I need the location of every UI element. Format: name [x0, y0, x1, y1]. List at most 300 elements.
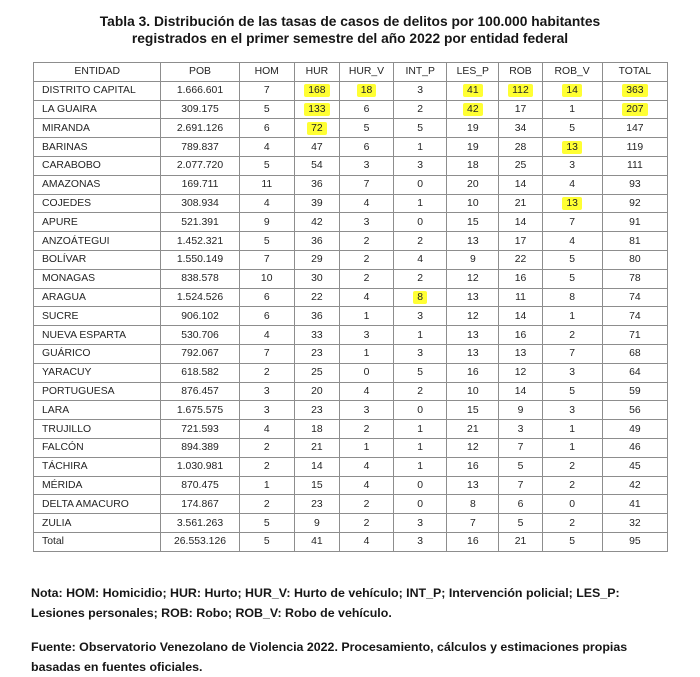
- entity-cell: BOLÍVAR: [34, 250, 161, 269]
- value-cell: 32: [602, 514, 667, 533]
- value-cell: 16: [499, 269, 542, 288]
- value-cell: 36: [294, 307, 339, 326]
- value-cell: 3: [542, 363, 602, 382]
- value-cell: 78: [602, 269, 667, 288]
- value-cell: 7: [239, 250, 294, 269]
- value-cell: [394, 288, 447, 307]
- value-cell: 21: [447, 420, 499, 439]
- table-row: [34, 156, 668, 175]
- value-cell: 16: [447, 457, 499, 476]
- value-cell: 1.524.526: [161, 288, 239, 307]
- value-cell: 25: [294, 363, 339, 382]
- value-cell: 2.077.720: [161, 156, 239, 175]
- column-header-int-p: INT_P: [394, 63, 447, 82]
- value-cell: 74: [602, 288, 667, 307]
- value-cell: 6: [339, 100, 393, 119]
- column-header-rob: ROB: [499, 63, 542, 82]
- value-cell: [294, 100, 339, 119]
- value-cell: 2: [542, 476, 602, 495]
- table-row: [34, 119, 668, 138]
- value-cell: 59: [602, 382, 667, 401]
- value-cell: 2: [239, 363, 294, 382]
- value-cell: 5: [542, 269, 602, 288]
- value-cell: 2: [339, 420, 393, 439]
- value-cell: 9: [294, 514, 339, 533]
- value-cell: 15: [447, 401, 499, 420]
- value-cell: 7: [542, 213, 602, 232]
- table-row: [34, 401, 668, 420]
- highlighted-value: 14: [562, 84, 582, 97]
- value-cell: 12: [447, 307, 499, 326]
- value-cell: 2: [394, 269, 447, 288]
- highlighted-value: 133: [304, 103, 329, 116]
- entity-cell: ARAGUA: [34, 288, 161, 307]
- value-cell: 2: [339, 232, 393, 251]
- value-cell: 39: [294, 194, 339, 213]
- value-cell: 68: [602, 344, 667, 363]
- value-cell: 7: [542, 344, 602, 363]
- value-cell: 36: [294, 232, 339, 251]
- value-cell: 14: [499, 175, 542, 194]
- value-cell: 792.067: [161, 344, 239, 363]
- column-header-hur: HUR: [294, 63, 339, 82]
- entity-cell: DISTRITO CAPITAL: [34, 81, 161, 100]
- value-cell: 34: [499, 119, 542, 138]
- value-cell: 16: [499, 326, 542, 345]
- table-row: [34, 476, 668, 495]
- value-cell: 174.867: [161, 495, 239, 514]
- note-source: Fuente: Observatorio Venezolano de Violencia 2022. Procesamiento, cálculos y estimaciones propias basadas en fuentes oficiales.: [31, 639, 628, 674]
- value-cell: 64: [602, 363, 667, 382]
- highlighted-value: 13: [562, 141, 582, 154]
- value-cell: 46: [602, 438, 667, 457]
- table-title-line1: Tabla 3. Distribución de las tasas de casos de delitos por 100.000 habitantes: [99, 14, 601, 29]
- value-cell: 5: [239, 100, 294, 119]
- value-cell: [499, 81, 542, 100]
- column-header-entidad: ENTIDAD: [34, 63, 161, 82]
- entity-cell: CARABOBO: [34, 156, 161, 175]
- value-cell: 1: [542, 100, 602, 119]
- table-row: [34, 213, 668, 232]
- value-cell: 2: [542, 514, 602, 533]
- value-cell: 3: [239, 382, 294, 401]
- value-cell: 8: [542, 288, 602, 307]
- entity-cell: TRUJILLO: [34, 420, 161, 439]
- value-cell: 4: [542, 175, 602, 194]
- value-cell: 0: [339, 363, 393, 382]
- table-row: [34, 382, 668, 401]
- value-cell: 30: [294, 269, 339, 288]
- column-header-total: TOTAL: [602, 63, 667, 82]
- value-cell: [447, 81, 499, 100]
- table-row: [34, 269, 668, 288]
- value-cell: 4: [394, 250, 447, 269]
- value-cell: 309.175: [161, 100, 239, 119]
- value-cell: 870.475: [161, 476, 239, 495]
- value-cell: 5: [239, 232, 294, 251]
- value-cell: 17: [499, 100, 542, 119]
- value-cell: 3: [239, 401, 294, 420]
- value-cell: 23: [294, 344, 339, 363]
- value-cell: 3: [394, 532, 447, 551]
- table-title: [0, 13, 700, 47]
- value-cell: 9: [239, 213, 294, 232]
- entity-cell: NUEVA ESPARTA: [34, 326, 161, 345]
- value-cell: 6: [239, 307, 294, 326]
- value-cell: 49: [602, 420, 667, 439]
- value-cell: 1: [394, 138, 447, 157]
- value-cell: 14: [294, 457, 339, 476]
- value-cell: 15: [294, 476, 339, 495]
- value-cell: 5: [394, 363, 447, 382]
- value-cell: 147: [602, 119, 667, 138]
- value-cell: 4: [339, 457, 393, 476]
- table-title-line2: registrados en el primer semestre del año 2022 por entidad federal: [131, 31, 569, 46]
- value-cell: 2: [542, 326, 602, 345]
- value-cell: 5: [239, 156, 294, 175]
- value-cell: 618.582: [161, 363, 239, 382]
- value-cell: 11: [499, 288, 542, 307]
- value-cell: 6: [499, 495, 542, 514]
- highlighted-value: 363: [622, 84, 647, 97]
- value-cell: 14: [499, 213, 542, 232]
- value-cell: 1: [394, 326, 447, 345]
- value-cell: 721.593: [161, 420, 239, 439]
- value-cell: 0: [394, 476, 447, 495]
- value-cell: 16: [447, 363, 499, 382]
- value-cell: 2: [394, 232, 447, 251]
- table-row: [34, 514, 668, 533]
- value-cell: 26.553.126: [161, 532, 239, 551]
- value-cell: 0: [394, 213, 447, 232]
- value-cell: 111: [602, 156, 667, 175]
- value-cell: 1: [394, 457, 447, 476]
- value-cell: 21: [499, 532, 542, 551]
- value-cell: 54: [294, 156, 339, 175]
- value-cell: 1: [542, 438, 602, 457]
- value-cell: 0: [394, 175, 447, 194]
- value-cell: 1: [394, 420, 447, 439]
- value-cell: 13: [447, 232, 499, 251]
- value-cell: [542, 194, 602, 213]
- value-cell: 13: [447, 326, 499, 345]
- value-cell: 91: [602, 213, 667, 232]
- value-cell: 18: [294, 420, 339, 439]
- entity-cell: MIRANDA: [34, 119, 161, 138]
- value-cell: 74: [602, 307, 667, 326]
- value-cell: 3: [339, 213, 393, 232]
- value-cell: 1: [339, 438, 393, 457]
- value-cell: 36: [294, 175, 339, 194]
- crime-rates-table: [33, 62, 668, 552]
- value-cell: 1: [394, 438, 447, 457]
- value-cell: 5: [499, 457, 542, 476]
- value-cell: 20: [294, 382, 339, 401]
- value-cell: 1: [542, 420, 602, 439]
- value-cell: 3: [542, 156, 602, 175]
- entity-cell: ANZOÁTEGUI: [34, 232, 161, 251]
- value-cell: 0: [394, 401, 447, 420]
- highlighted-value: 112: [508, 84, 533, 97]
- value-cell: 1.030.981: [161, 457, 239, 476]
- highlighted-value: 42: [463, 103, 483, 116]
- value-cell: 17: [499, 232, 542, 251]
- value-cell: 4: [339, 476, 393, 495]
- value-cell: 2.691.126: [161, 119, 239, 138]
- value-cell: 6: [239, 288, 294, 307]
- value-cell: 80: [602, 250, 667, 269]
- value-cell: 1.452.321: [161, 232, 239, 251]
- value-cell: 521.391: [161, 213, 239, 232]
- value-cell: 4: [339, 532, 393, 551]
- value-cell: 838.578: [161, 269, 239, 288]
- table-row: [34, 194, 668, 213]
- entity-cell: Total: [34, 532, 161, 551]
- value-cell: 2: [239, 495, 294, 514]
- value-cell: 0: [542, 495, 602, 514]
- highlighted-value: 168: [304, 84, 329, 97]
- value-cell: 21: [499, 194, 542, 213]
- value-cell: 13: [447, 288, 499, 307]
- value-cell: 1.550.149: [161, 250, 239, 269]
- value-cell: 2: [339, 514, 393, 533]
- value-cell: 92: [602, 194, 667, 213]
- value-cell: [294, 119, 339, 138]
- value-cell: 6: [239, 119, 294, 138]
- entity-cell: GUÁRICO: [34, 344, 161, 363]
- entity-cell: DELTA AMACURO: [34, 495, 161, 514]
- value-cell: 7: [239, 344, 294, 363]
- value-cell: 3: [394, 81, 447, 100]
- value-cell: 2: [239, 457, 294, 476]
- entity-cell: AMAZONAS: [34, 175, 161, 194]
- value-cell: 119: [602, 138, 667, 157]
- value-cell: 10: [447, 194, 499, 213]
- value-cell: 0: [394, 495, 447, 514]
- entity-cell: LARA: [34, 401, 161, 420]
- value-cell: 11: [239, 175, 294, 194]
- value-cell: 28: [499, 138, 542, 157]
- value-cell: 33: [294, 326, 339, 345]
- value-cell: 1.666.601: [161, 81, 239, 100]
- table-row: [34, 232, 668, 251]
- highlighted-value: 72: [307, 122, 327, 135]
- value-cell: [339, 81, 393, 100]
- table-row: [34, 420, 668, 439]
- value-cell: 12: [447, 438, 499, 457]
- value-cell: 5: [542, 119, 602, 138]
- value-cell: 15: [447, 213, 499, 232]
- value-cell: 1.675.575: [161, 401, 239, 420]
- value-cell: 22: [294, 288, 339, 307]
- value-cell: 2: [394, 382, 447, 401]
- entity-cell: SUCRE: [34, 307, 161, 326]
- value-cell: 19: [447, 119, 499, 138]
- value-cell: 56: [602, 401, 667, 420]
- value-cell: 41: [602, 495, 667, 514]
- value-cell: 308.934: [161, 194, 239, 213]
- value-cell: 25: [499, 156, 542, 175]
- column-header-pob: POB: [161, 63, 239, 82]
- value-cell: 19: [447, 138, 499, 157]
- table-row: [34, 250, 668, 269]
- value-cell: 8: [447, 495, 499, 514]
- value-cell: 5: [542, 532, 602, 551]
- value-cell: 95: [602, 532, 667, 551]
- value-cell: 876.457: [161, 382, 239, 401]
- highlighted-value: 207: [622, 103, 647, 116]
- table-head-row: [34, 63, 668, 82]
- value-cell: 3: [339, 326, 393, 345]
- table-row: [34, 495, 668, 514]
- value-cell: 12: [499, 363, 542, 382]
- column-header-hur-v: HUR_V: [339, 63, 393, 82]
- value-cell: 3: [542, 401, 602, 420]
- highlighted-value: 18: [357, 84, 377, 97]
- note-abbreviations: Nota: HOM: Homicidio; HUR: Hurto; HUR_V: Hurto de vehículo; INT_P; Intervención policial; LES_P: Lesiones personales; ROB: Robo; ROB_V: Robo de vehículo.: [31, 585, 620, 620]
- value-cell: 16: [447, 532, 499, 551]
- value-cell: 2: [339, 250, 393, 269]
- value-cell: 42: [602, 476, 667, 495]
- value-cell: 23: [294, 495, 339, 514]
- value-cell: 1: [339, 344, 393, 363]
- entity-cell: BARINAS: [34, 138, 161, 157]
- value-cell: 14: [499, 307, 542, 326]
- value-cell: 9: [499, 401, 542, 420]
- value-cell: 2: [339, 495, 393, 514]
- value-cell: 169.711: [161, 175, 239, 194]
- value-cell: 3: [499, 420, 542, 439]
- entity-cell: FALCÓN: [34, 438, 161, 457]
- table-row: [34, 457, 668, 476]
- table-row: [34, 438, 668, 457]
- value-cell: 29: [294, 250, 339, 269]
- value-cell: 47: [294, 138, 339, 157]
- entity-cell: TÁCHIRA: [34, 457, 161, 476]
- value-cell: 906.102: [161, 307, 239, 326]
- value-cell: 4: [239, 138, 294, 157]
- value-cell: 1: [394, 194, 447, 213]
- highlighted-value: 41: [463, 84, 483, 97]
- value-cell: 5: [499, 514, 542, 533]
- table-row: [34, 81, 668, 100]
- value-cell: 22: [499, 250, 542, 269]
- value-cell: 1: [239, 476, 294, 495]
- table-row: [34, 288, 668, 307]
- table-row: [34, 307, 668, 326]
- table-row: [34, 100, 668, 119]
- value-cell: 4: [339, 194, 393, 213]
- entity-cell: MÉRIDA: [34, 476, 161, 495]
- value-cell: 5: [339, 119, 393, 138]
- value-cell: [542, 81, 602, 100]
- value-cell: 13: [447, 476, 499, 495]
- value-cell: 71: [602, 326, 667, 345]
- value-cell: 18: [447, 156, 499, 175]
- value-cell: 3.561.263: [161, 514, 239, 533]
- value-cell: 21: [294, 438, 339, 457]
- value-cell: 10: [447, 382, 499, 401]
- value-cell: 12: [447, 269, 499, 288]
- value-cell: 3: [339, 156, 393, 175]
- value-cell: 13: [447, 344, 499, 363]
- entity-cell: COJEDES: [34, 194, 161, 213]
- value-cell: 41: [294, 532, 339, 551]
- value-cell: 2: [542, 457, 602, 476]
- value-cell: 93: [602, 175, 667, 194]
- value-cell: 3: [394, 307, 447, 326]
- value-cell: [542, 138, 602, 157]
- table-row: [34, 532, 668, 551]
- value-cell: 1: [339, 307, 393, 326]
- value-cell: 894.389: [161, 438, 239, 457]
- value-cell: 81: [602, 232, 667, 251]
- column-header-hom: HOM: [239, 63, 294, 82]
- value-cell: 2: [339, 269, 393, 288]
- table-row: [34, 326, 668, 345]
- value-cell: 6: [339, 138, 393, 157]
- entity-cell: ZULIA: [34, 514, 161, 533]
- value-cell: 10: [239, 269, 294, 288]
- value-cell: 4: [239, 420, 294, 439]
- value-cell: [447, 100, 499, 119]
- value-cell: 4: [239, 194, 294, 213]
- value-cell: 3: [394, 514, 447, 533]
- value-cell: 5: [239, 532, 294, 551]
- table-row: [34, 363, 668, 382]
- value-cell: 5: [394, 119, 447, 138]
- entity-cell: PORTUGUESA: [34, 382, 161, 401]
- table-row: [34, 138, 668, 157]
- value-cell: 7: [499, 438, 542, 457]
- value-cell: 2: [239, 438, 294, 457]
- entity-cell: LA GUAIRA: [34, 100, 161, 119]
- entity-cell: APURE: [34, 213, 161, 232]
- value-cell: [602, 81, 667, 100]
- value-cell: 530.706: [161, 326, 239, 345]
- value-cell: 5: [239, 514, 294, 533]
- value-cell: 3: [394, 156, 447, 175]
- value-cell: 5: [542, 382, 602, 401]
- highlighted-value: 8: [413, 291, 427, 304]
- value-cell: 7: [339, 175, 393, 194]
- table-body: [34, 81, 668, 551]
- table-row: [34, 175, 668, 194]
- column-header-les-p: LES_P: [447, 63, 499, 82]
- value-cell: 5: [542, 250, 602, 269]
- value-cell: 23: [294, 401, 339, 420]
- value-cell: 13: [499, 344, 542, 363]
- value-cell: 789.837: [161, 138, 239, 157]
- value-cell: 7: [239, 81, 294, 100]
- entity-cell: YARACUY: [34, 363, 161, 382]
- value-cell: 4: [339, 288, 393, 307]
- value-cell: 4: [542, 232, 602, 251]
- value-cell: 3: [394, 344, 447, 363]
- entity-cell: MONAGAS: [34, 269, 161, 288]
- value-cell: 14: [499, 382, 542, 401]
- value-cell: 45: [602, 457, 667, 476]
- highlighted-value: 13: [562, 197, 582, 210]
- table-row: [34, 344, 668, 363]
- value-cell: 4: [339, 382, 393, 401]
- value-cell: 20: [447, 175, 499, 194]
- value-cell: 3: [339, 401, 393, 420]
- value-cell: 4: [239, 326, 294, 345]
- value-cell: 7: [499, 476, 542, 495]
- value-cell: 2: [394, 100, 447, 119]
- value-cell: 1: [542, 307, 602, 326]
